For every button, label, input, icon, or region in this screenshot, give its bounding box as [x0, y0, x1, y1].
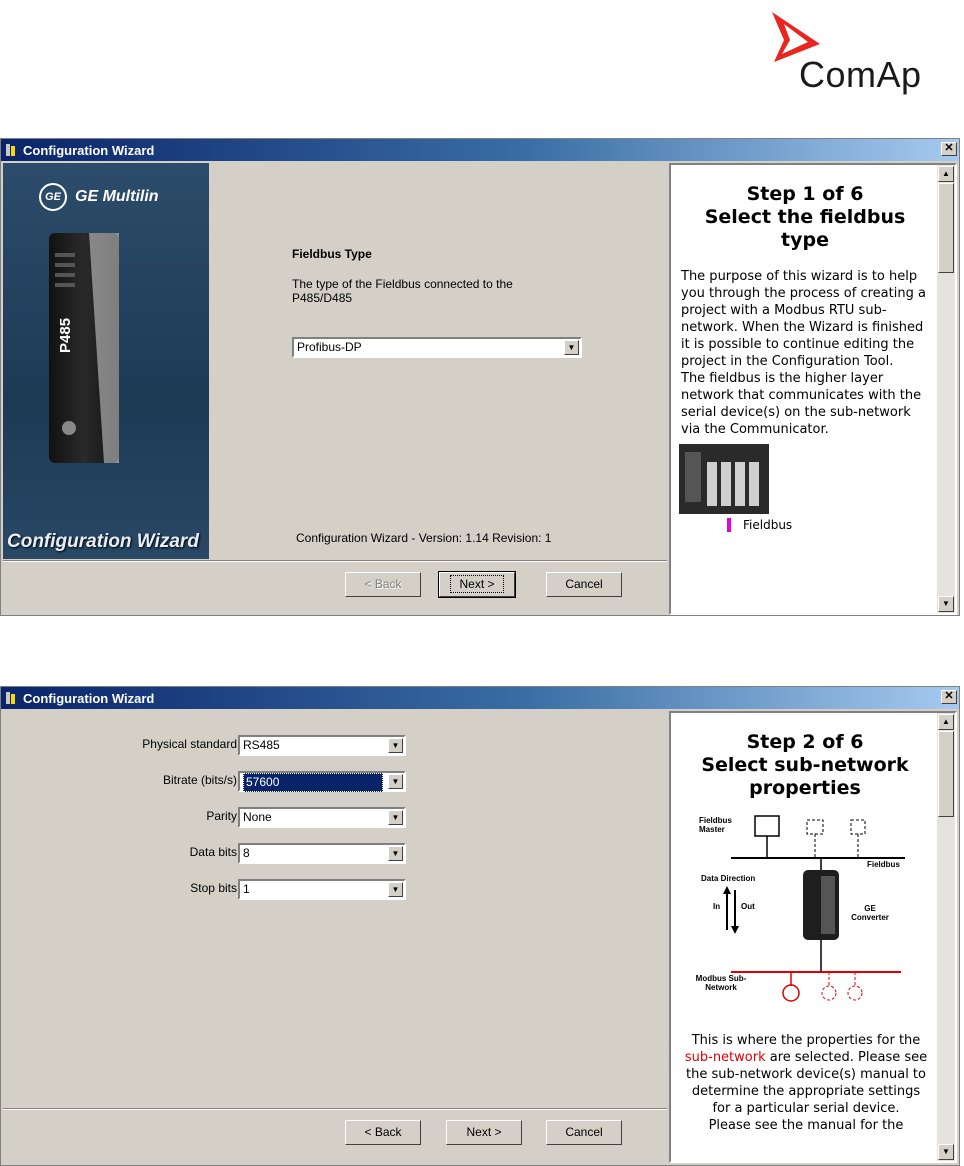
- data-bits-select[interactable]: [238, 843, 406, 864]
- field-description: The type of the Fieldbus connected to the P485/D485: [292, 277, 513, 305]
- help-text-part: This is where the properties for the: [691, 1033, 921, 1048]
- window-title: Configuration Wizard: [23, 690, 155, 706]
- back-button[interactable]: < Back: [345, 572, 421, 597]
- chevron-down-icon[interactable]: ▼: [388, 882, 403, 897]
- parity-label: Parity: [206, 809, 237, 823]
- titlebar: [1, 139, 959, 161]
- diagram-subnetwork-label: Modbus Sub-Network: [695, 974, 747, 992]
- chevron-down-icon[interactable]: ▼: [388, 774, 403, 789]
- help-paragraph: [671, 1032, 939, 1117]
- help-scrollbar[interactable]: [937, 713, 955, 1161]
- ge-multilin-logo: [39, 183, 159, 211]
- comap-logo: [770, 10, 950, 100]
- stop-bits-select[interactable]: [238, 879, 406, 900]
- help-paragraph: The purpose of this wizard is to help you through the process of creating a project with a Modbus RTU sub-network. When the Wizard is finished it is possible to continue editing the project in the Configuration Tool.: [681, 269, 926, 369]
- parity-value: None: [243, 810, 272, 824]
- fieldbus-type-value: Profibus-DP: [297, 340, 362, 354]
- help-title-line: type: [781, 229, 829, 251]
- help-paragraph-cut: Please see the manual for the: [708, 1118, 904, 1133]
- brand-panel: [3, 163, 209, 559]
- next-button-label: Next >: [450, 575, 503, 593]
- brand-company: GE Multilin: [75, 188, 159, 205]
- bitrate-select[interactable]: [238, 771, 406, 792]
- help-title-line: Select sub-network: [701, 754, 909, 776]
- main-content: [3, 711, 667, 1107]
- scroll-thumb[interactable]: [938, 731, 954, 817]
- device-image: [49, 233, 119, 463]
- diagram-converter-label: GE Converter: [851, 904, 889, 922]
- cancel-button[interactable]: Cancel: [546, 572, 622, 597]
- diagram-in-label: In: [713, 902, 721, 911]
- scroll-up-icon[interactable]: ▲: [938, 166, 954, 182]
- data-bits-value: 8: [243, 846, 250, 860]
- physical-standard-select[interactable]: [238, 735, 406, 756]
- diagram-out-label: Out: [741, 902, 755, 911]
- data-bits-label: Data bits: [189, 845, 237, 859]
- parity-select[interactable]: [238, 807, 406, 828]
- main-content: [211, 163, 667, 559]
- separator: [3, 1108, 667, 1110]
- titlebar: [1, 687, 959, 709]
- help-scrollbar[interactable]: [937, 165, 955, 613]
- field-title: Fieldbus Type: [292, 247, 372, 261]
- help-title: [671, 183, 939, 252]
- physical-standard-value: RS485: [243, 738, 280, 752]
- diagram-fieldbus-label: Fieldbus: [867, 860, 900, 869]
- fieldbus-type-select[interactable]: [292, 337, 582, 358]
- plc-image-icon: [679, 444, 769, 524]
- diagram-direction-label: Data Direction: [701, 874, 756, 883]
- chevron-down-icon[interactable]: ▼: [564, 340, 579, 355]
- device-label: P485: [57, 317, 74, 353]
- bitrate-value: 57600: [243, 773, 383, 792]
- app-icon: [5, 143, 17, 157]
- ge-icon: GE: [39, 183, 67, 211]
- next-button[interactable]: [439, 572, 515, 597]
- wizard-window-step1: [0, 138, 960, 616]
- scroll-thumb[interactable]: [938, 183, 954, 273]
- help-title-line: Select the fieldbus: [704, 206, 906, 228]
- separator: [3, 560, 667, 562]
- help-title-line: properties: [749, 777, 861, 799]
- subnetwork-diagram: [671, 810, 939, 1038]
- chevron-down-icon[interactable]: ▼: [388, 810, 403, 825]
- fieldbus-diagram: [679, 444, 939, 532]
- bitrate-label: Bitrate (bits/s): [162, 773, 237, 787]
- physical-standard-label: Physical standard: [142, 737, 237, 751]
- fieldbus-line: [727, 518, 731, 532]
- scroll-up-icon[interactable]: ▲: [938, 714, 954, 730]
- brand-footer: Configuration Wizard: [7, 531, 199, 552]
- chevron-down-icon[interactable]: ▼: [388, 846, 403, 861]
- network-diagram-icon: [671, 810, 939, 1038]
- close-button[interactable]: ✕: [941, 142, 957, 156]
- stop-bits-value: 1: [243, 882, 250, 896]
- wizard-window-step2: [0, 686, 960, 1166]
- window-title: Configuration Wizard: [23, 142, 155, 158]
- help-panel: [669, 711, 957, 1163]
- close-button[interactable]: ✕: [941, 690, 957, 704]
- app-icon: [5, 691, 17, 705]
- scroll-down-icon[interactable]: ▼: [938, 1144, 954, 1160]
- cancel-button[interactable]: Cancel: [546, 1120, 622, 1145]
- version-text: Configuration Wizard - Version: 1.14 Revision: 1: [296, 531, 552, 545]
- help-paragraph: The fieldbus is the higher layer network that communicates with the serial device(s) on the sub-network via the Communicator.: [681, 371, 922, 437]
- fieldbus-label: Fieldbus: [743, 518, 793, 532]
- chevron-down-icon[interactable]: ▼: [388, 738, 403, 753]
- next-button[interactable]: Next >: [446, 1120, 522, 1145]
- logo-text: ComAp: [799, 54, 922, 95]
- help-text-part: are selected. Please see the sub-network device(s) manual to determine the appropriate settings for a particular serial device.: [686, 1050, 928, 1116]
- stop-bits-label: Stop bits: [190, 881, 237, 895]
- help-panel: [669, 163, 957, 615]
- scroll-down-icon[interactable]: ▼: [938, 596, 954, 612]
- help-title-line: Step 1 of 6: [746, 183, 864, 205]
- help-title: [671, 731, 939, 800]
- sub-network-link[interactable]: sub-network: [684, 1050, 766, 1065]
- back-button[interactable]: < Back: [345, 1120, 421, 1145]
- diagram-master-label: Fieldbus Master: [699, 816, 732, 834]
- help-title-line: Step 2 of 6: [746, 731, 864, 753]
